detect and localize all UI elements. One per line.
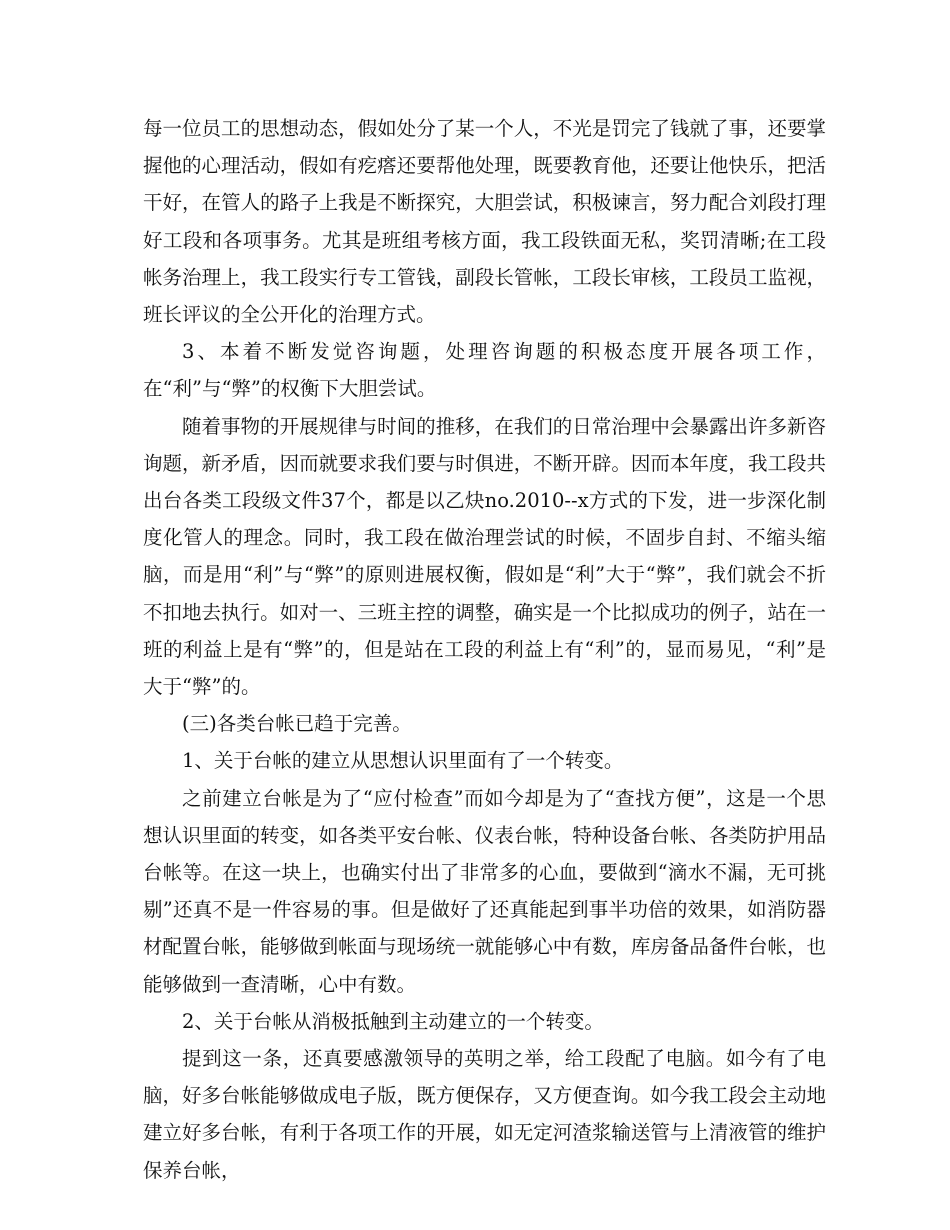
paragraph-4: 1、关于台帐的建立从思想认识里面有了一个转变。 [182,749,624,773]
document-body [143,110,826,1189]
paragraph-7: 提到这一条，还真要感激领导的英明之举，给工段配了电脑。如今有了电脑，好多台帐能够做成电子版，既方便保存，又方便查询。如今我工段会主动地建立好多台帐，有利于各项工作的开展，如无定河渣浆输送管与上清液管的维护保养台帐， [143,1047,826,1182]
paragraph-3: 随着事物的开展规律与时间的推移，在我们的日常治理中会暴露出许多新咨询题，新矛盾，因而就要求我们要与时俱进，不断开辟。因而本年度，我工段共出台各类工段级文件37个，都是以乙炔no.2010--x方式的下发，进一步深化制度化管人的理念。同时，我工段在做治理尝试的时候，不固步自封、不缩头缩脑，而是用“利”与“弊”的原则进展权衡，假如是“利”大于“弊”，我们就会不折不扣地去执行。如对一、三班主控的调整，确实是一个比拟成功的例子，站在一班的利益上是有“弊”的，但是站在工段的利益上有“利”的，显而易见，“利”是大于“弊”的。 [143,414,826,699]
paragraph-6: 2、关于台帐从消极抵触到主动建立的一个转变。 [182,1009,604,1033]
section-heading: (三)各类台帐已趋于完善。 [182,712,412,736]
paragraph-2: 3、本着不断发觉咨询题，处理咨询题的积极态度开展各项工作，在“利”与“弊”的权衡下大胆尝试。 [143,340,826,401]
paragraph-5: 之前建立台帐是为了“应付检查”而如今却是为了“查找方便”，这是一个思想认识里面的转变，如各类平安台帐、仪表台帐，特种设备台帐、各类防护用品台帐等。在这一块上，也确实付出了非常多的心血，要做到“滴水不漏，无可挑剔”还真不是一件容易的事。但是做好了还真能起到事半功倍的效果，如消防器材配置台帐，能够做到帐面与现场统一就能够心中有数，库房备品备件台帐，也能够做到一查清晰，心中有数。 [143,786,826,996]
paragraph-1: 每一位员工的思想动态，假如处分了某一个人，不光是罚完了钱就了事，还要掌握他的心理活动，假如有疙瘩还要帮他处理，既要教育他，还要让他快乐，把活干好，在管人的路子上我是不断探究，大胆尝试，积极谏言，努力配合刘段打理好工段和各项事务。尤其是班组考核方面，我工段铁面无私，奖罚清晰;在工段帐务治理上，我工段实行专工管钱，副段长管帐，工段长审核，工段员工监视，班长评议的全公开化的治理方式。 [143,117,826,327]
